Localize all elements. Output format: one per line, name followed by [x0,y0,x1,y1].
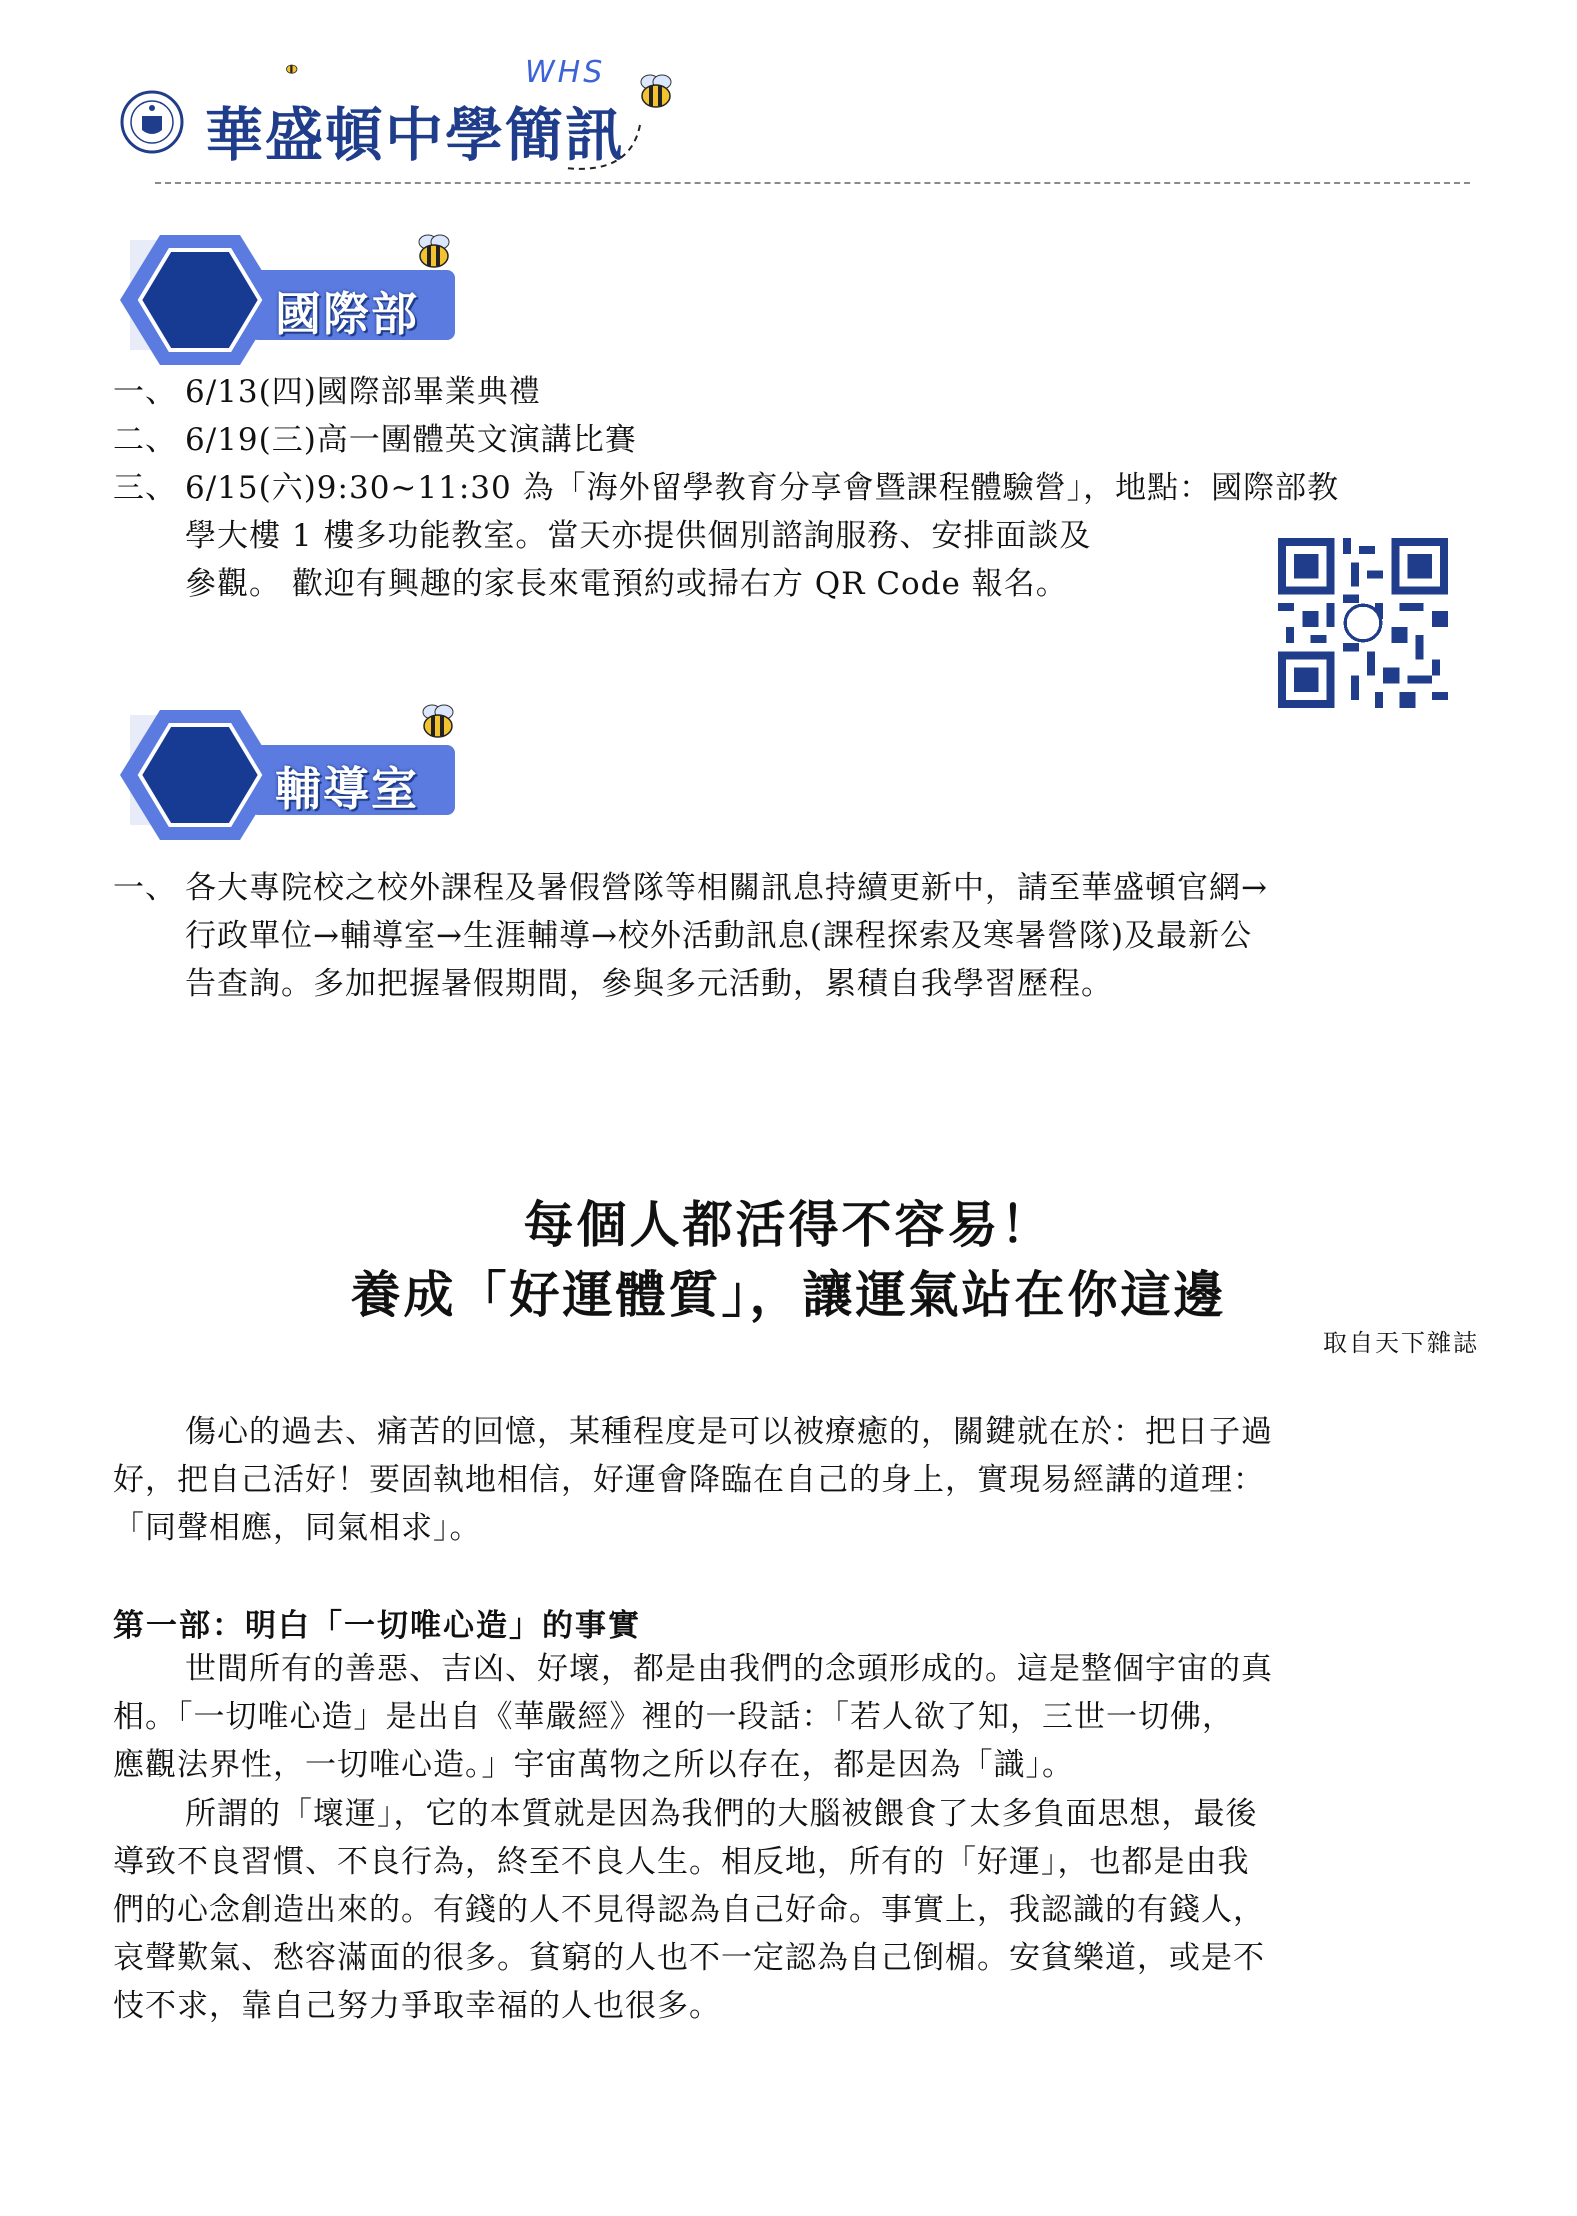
bee-icon [630,70,678,112]
article-paragraph: 世間所有的善惡、吉凶、好壞，都是由我們的念頭形成的。這是整個宇宙的真 相。「一切唯心造」是出自《華嚴經》裡的一段話：「若人欲了知，三世一切佛， 應觀法界性，一切唯心造。」宇宙萬物之所以存在，都是因為「識」。 [113,1651,1273,1783]
list-item-continuation: 告查詢。多加把握暑假期間，參與多元活動，累積自我學習歷程。 [185,966,1113,1002]
article-paragraph: 所謂的「壞運」，它的本質就是因為我們的大腦被餵食了太多負面思想，最後 導致不良習慣、不良行為，終至不良人生。相反地，所有的「好運」，也都是由我 們的心念創造出來的。有錢的人不見得認為自己好命。事實上，我認識的有錢人， 哀聲歎氣、愁容滿面的很多。貧窮的人也不一定認為自己倒楣。安貧樂道，或是不 忮不求，靠自己努力爭取幸福的人也很多。 [113,1796,1265,2024]
small-bee-icon [282,60,300,76]
section-badge-label: 國際部 [275,287,419,341]
bee-icon [412,700,460,742]
article-title-line-1: 每個人都活得不容易！ [523,1195,1054,1254]
school-seal-logo [120,90,184,154]
masthead-title: 華盛頓中學簡訊 [205,101,626,169]
list-item-continuation: 參觀。 歡迎有興趣的家長來電預約或掃右方 QR Code 報名。 [185,566,1068,602]
list-item: 二、 6/19(三)高一團體英文演講比賽 [113,422,637,458]
qr-code-icon[interactable] [1278,538,1448,708]
section-heading: 第一部：明白「一切唯心造」的事實 [113,1608,641,1644]
list-item: 一、 6/13(四)國際部畢業典禮 [113,374,541,410]
list-item: 三、 6/15(六)9:30~11:30 為「海外留學教育分享會暨課程體驗營」，地點：國際部教 [113,470,1340,506]
article-source: 取自天下雜誌 [1323,1329,1479,1357]
bee-flight-trail [560,120,650,180]
list-item-continuation: 行政單位→輔導室→生涯輔導→校外活動訊息(課程探索及寒暑營隊)及最新公 [185,918,1253,954]
article-intro: 傷心的過去、痛苦的回憶，某種程度是可以被療癒的，關鍵就在於：把日子過 好，把自己活好！要固執地相信，好運會降臨在自己的身上，實現易經講的道理： 「同聲相應，同氣相求」。 [113,1414,1273,1546]
list-item-continuation: 學大樓 1 樓多功能教室。當天亦提供個別諮詢服務、安排面談及 [185,518,1092,554]
counseling-list [113,864,1483,1008]
list-item: 一、 各大專院校之校外課程及暑假營隊等相關訊息持續更新中，請至華盛頓官網→ [113,870,1268,906]
header-divider [155,182,1470,184]
bee-icon [408,230,456,272]
article-title-line-2: 養成「好運體質」，讓運氣站在你這邊 [350,1265,1227,1324]
whs-mark: WHS [525,55,606,90]
section-badge-label: 輔導室 [275,762,419,816]
